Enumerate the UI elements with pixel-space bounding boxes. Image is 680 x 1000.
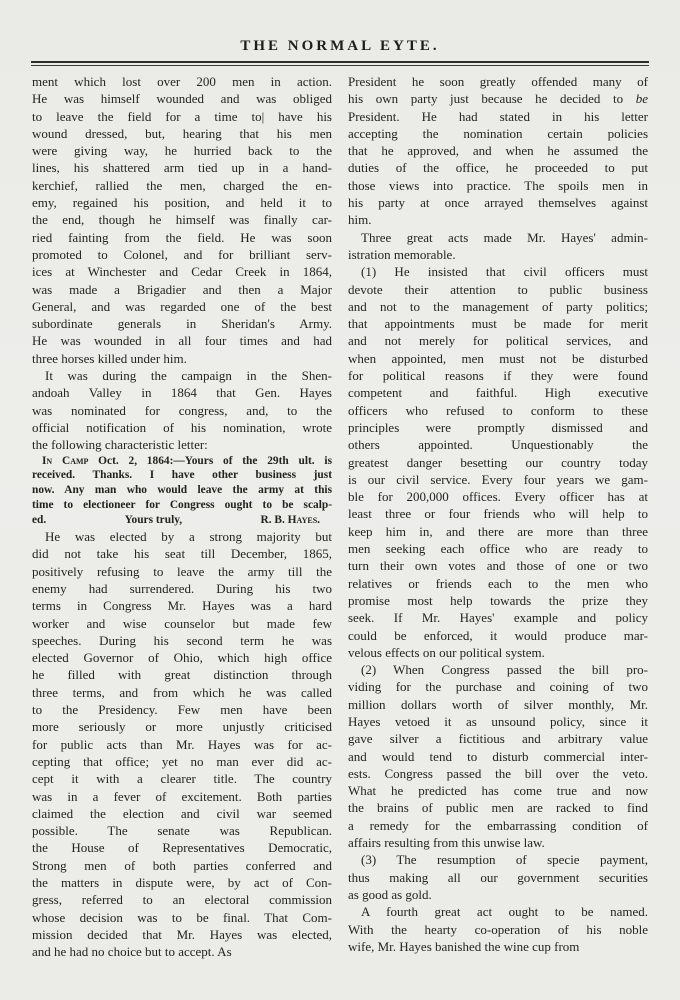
- signature: R. B. Hayes.: [260, 514, 320, 527]
- text-line: affairs resulting from this unwise law.: [348, 835, 545, 851]
- text-line: and not merely for political services, and: [348, 333, 648, 349]
- paragraph: [348, 73, 648, 229]
- text-line: more seriously or more unjustly criticised: [32, 719, 332, 735]
- text-line: men seeking each office who are ready to: [348, 541, 648, 557]
- column-right: [348, 73, 648, 960]
- text-line: He was wounded in all four times and had: [32, 333, 332, 349]
- styled-text: In Camp: [42, 454, 89, 467]
- text-line: was nominated for congress, and, to the: [32, 402, 332, 418]
- text-line: as good as gold.: [348, 886, 432, 902]
- text-line: worker and wise counselor but made few: [32, 615, 332, 631]
- text-line: terms in Congress Mr. Hayes was a hard: [32, 598, 332, 614]
- text-line: devote their attention to public business: [348, 281, 648, 297]
- text-line: that he approved, and when he assumed the: [348, 143, 648, 159]
- text-line: promoted to Colonel, and for brilliant serv-: [32, 246, 332, 262]
- text-line: million dollars worth of silver monthly, Mr.: [348, 696, 648, 712]
- text-line: General, and was regarded one of the best: [32, 298, 332, 314]
- text-line: relatives or friends each to the men who: [348, 575, 648, 591]
- text-line: greatest danger besetting our country today: [348, 454, 648, 470]
- text-line: (1) He insisted that civil officers must: [361, 264, 648, 280]
- text-line: and would tend to disturb commercial inter-: [348, 748, 648, 764]
- text-line: mission decided that Mr. Hayes was elected,: [32, 926, 332, 942]
- text-line: possible. The senate was Republican.: [32, 823, 332, 839]
- text-line: speeches. During his second term he was: [32, 632, 332, 648]
- text-line: and he had no choice but to accept. As: [32, 944, 232, 960]
- paragraph: [348, 263, 648, 661]
- plain-text: Oct. 2, 1864:—Yours of the 29th ult. is: [88, 454, 332, 467]
- rule-thick: [31, 61, 649, 63]
- letter-block: [32, 454, 332, 529]
- text-line: ices at Winchester and Cedar Creek in 1864,: [32, 264, 332, 280]
- text-line: least three or four friends who will help to: [348, 506, 648, 522]
- text-line: ment which lost over 200 men in action.: [32, 74, 332, 89]
- text-line: [348, 90, 648, 107]
- text-line: three terms, and from which he was called: [32, 684, 332, 700]
- text-line: istration memorable.: [348, 246, 456, 262]
- text-line: the brains of public men are racked to find: [348, 800, 648, 816]
- page-title: THE NORMAL EYTE.: [240, 38, 440, 54]
- text-line: keep him in, and there are more than three: [348, 523, 648, 539]
- text-line: elected Governor of Ohio, which high office: [32, 650, 332, 666]
- text-line: the end, though he himself was finally car-: [32, 212, 332, 228]
- signoff-text: Yours truly,: [124, 514, 183, 527]
- text-line: Three great acts made Mr. Hayes' admin-: [361, 229, 648, 245]
- text-line: Hayes vetoed it as unsound policy, since it: [348, 713, 648, 729]
- text-line: him.: [348, 212, 372, 228]
- text-line: cepting that office; yet no man ever did ac-: [32, 753, 332, 769]
- text-line: the House of Representatives Democratic,: [32, 840, 332, 856]
- text-line: wife, Mr. Hayes banished the wine cup from: [348, 938, 580, 954]
- text-line: turn their own votes and those of one or two: [348, 558, 648, 574]
- text-line: now. Any man who would leave the army at this: [32, 484, 332, 497]
- text-line: principles were promptly dismissed and: [348, 419, 648, 435]
- text-line: and not to the management of party politics;: [348, 298, 648, 314]
- text-line: claimed the election and civil war seemed: [32, 805, 332, 821]
- text-line: seek. If Mr. Hayes' example and policy: [348, 610, 648, 626]
- text-line: (2) When Congress passed the bill pro-: [361, 662, 648, 678]
- paragraph: [348, 229, 648, 264]
- paragraph: [348, 903, 648, 955]
- text-line: viding for the purchase and coining of two: [348, 679, 648, 695]
- text-line: President. He had stated in his letter: [348, 108, 648, 124]
- text-line: thus making all our government securities: [348, 869, 648, 885]
- text-line: time to electioneer for Congress ought to be scalp-: [32, 499, 332, 512]
- text-line: gress, referred to an electoral commission: [32, 892, 332, 908]
- text-line: wound dressed, but, hearing that his men: [32, 125, 332, 141]
- text-line: kerchief, rallied the men, charged the en-: [32, 177, 332, 193]
- text-line: did not take his seat till December, 1865,: [32, 546, 332, 562]
- text-line: his party at once arrayed themselves against: [348, 195, 648, 211]
- text-line: for political reasons if they were found: [348, 368, 648, 384]
- text-line: (3) The resumption of specie payment,: [361, 852, 648, 868]
- text-line: [32, 454, 332, 469]
- text-line: official notification of his nomination, wrote: [32, 419, 332, 435]
- text-line: It was during the campaign in the Shen-: [45, 368, 332, 384]
- styled-text: be: [635, 91, 648, 107]
- text-line: A fourth great act ought to be named.: [361, 904, 648, 920]
- text-line: others appointed. Unquestionably the: [348, 437, 648, 453]
- text-line: could be enforced, it would produce mar-: [348, 627, 648, 643]
- text-line: enemy had surrendered. During his two: [32, 580, 332, 596]
- paragraph: [348, 661, 648, 851]
- text-line: positively refusing to leave the army till the: [32, 563, 332, 579]
- signoff-text: ed.: [32, 514, 47, 527]
- text-line: lines, his shattered arm tied up in a hand-: [32, 160, 332, 176]
- text-columns: [0, 66, 680, 960]
- text-line: emy, regained his position, and held it to: [32, 195, 332, 211]
- text-line: was made a Brigadier and then a Major: [32, 281, 332, 297]
- text-line: is our civil service. Every four years we gam-: [348, 471, 648, 487]
- text-line: three horses killed under him.: [32, 350, 187, 366]
- text-line: that appointments must be made for merit: [348, 316, 648, 332]
- text-line: What he predicted has come true and now: [348, 783, 648, 799]
- column-left: [32, 73, 332, 960]
- text-line: whose decision was to be final. That Com-: [32, 909, 332, 925]
- text-line: gave silver a fictitious and arbitrary value: [348, 731, 648, 747]
- text-line: was in a fever of excitement. Both parties: [32, 788, 332, 804]
- text-line: were giving way, he hurried back to the: [32, 143, 332, 159]
- text-line: President he soon greatly offended many of: [348, 74, 648, 89]
- paragraph: [32, 367, 332, 453]
- text-line: a remedy for the embarrassing condition of: [348, 817, 648, 833]
- text-line: those views into practice. The spoils men in: [348, 177, 648, 193]
- text-line: He was himself wounded and was obliged: [32, 91, 332, 107]
- text-line: the matters in dispute were, by act of Con-: [32, 875, 332, 890]
- text-line: andoah Valley in 1864 that Gen. Hayes: [32, 385, 332, 401]
- text-line: to the Presidency. Few men have been: [32, 702, 332, 718]
- text-line: [32, 513, 332, 528]
- text-line: ests. Congress passed the bill over the veto.: [348, 765, 648, 781]
- text-line: subordinate generals in Sheridan's Army.: [32, 316, 332, 332]
- text-line: received. Thanks. I have other business just: [32, 469, 332, 482]
- text-line: when appointed, men must not be disturbed: [348, 350, 648, 366]
- paragraph: [32, 528, 332, 960]
- text-line: competent and faithful. High executive: [348, 385, 648, 401]
- text-line: ble for 200,000 offices. Every officer has at: [348, 489, 648, 505]
- text-line: he filled with great distinction through: [32, 667, 332, 683]
- text-line: cept it with a clearer title. The country: [32, 771, 332, 787]
- text-line: promise most help towards the prize they: [348, 592, 648, 608]
- text-line: Strong men of both parties conferred and: [32, 857, 332, 873]
- plain-text: his own party just because he decided to: [348, 91, 636, 107]
- text-line: He was elected by a strong majority but: [45, 529, 332, 545]
- text-line: for public acts than Mr. Hayes was for ac-: [32, 736, 332, 752]
- text-line: ried fainting from the field. He was soon: [32, 229, 332, 245]
- text-line: officers who refused to conform to these: [348, 402, 648, 418]
- text-line: With the hearty co-operation of his noble: [348, 921, 648, 937]
- paragraph: [32, 73, 332, 367]
- text-line: velous effects on our political system.: [348, 644, 545, 660]
- text-line: to leave the field for a time to| have his: [32, 108, 332, 124]
- text-line: duties of the office, he proceeded to put: [348, 160, 648, 176]
- text-line: the following characteristic letter:: [32, 437, 208, 453]
- paragraph: [348, 851, 648, 903]
- text-line: accepting the nomination certain policies: [348, 125, 648, 141]
